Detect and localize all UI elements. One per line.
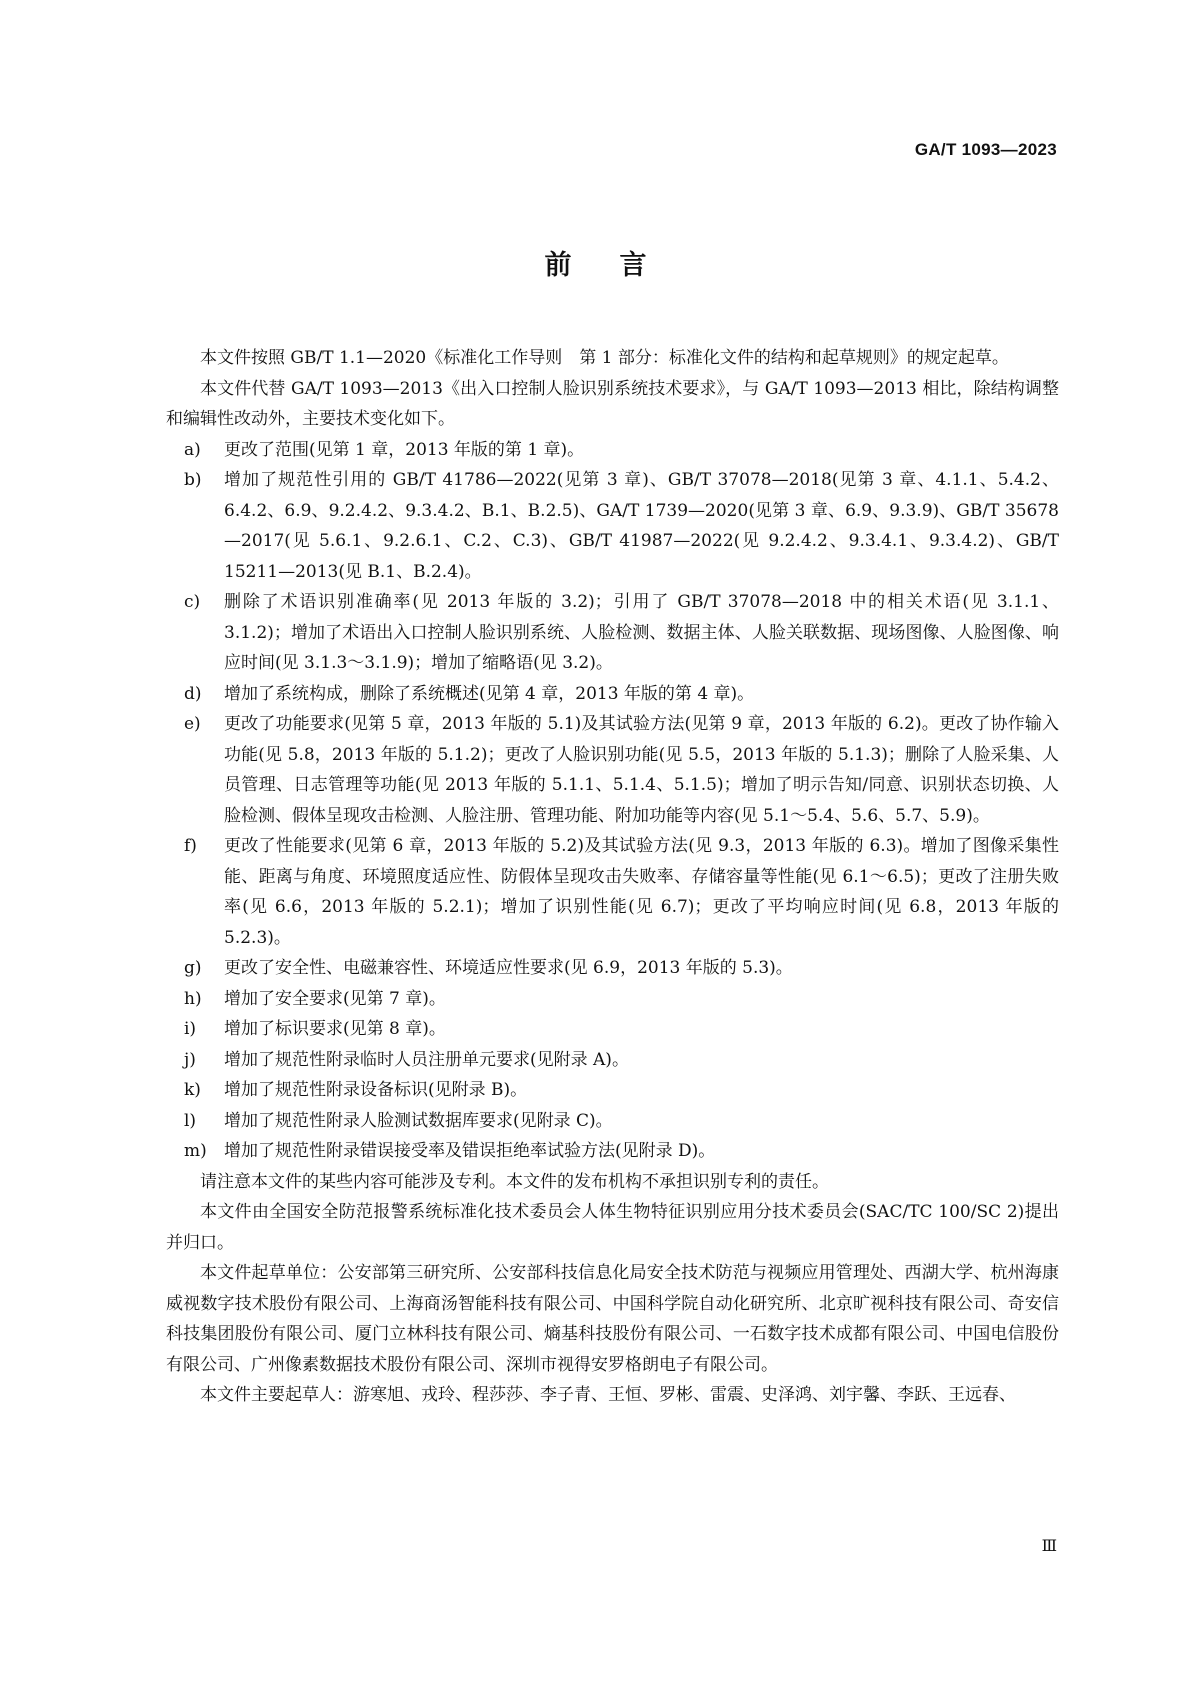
paragraph-drafters: 本文件主要起草人：游寒旭、戎玲、程莎莎、李子青、王恒、罗彬、雷震、史泽鸿、刘宇馨、李跃、王远春、 [200,1385,1016,1405]
list-marker: f) [184,836,197,856]
paragraph-replacement: 本文件代替 GA/T 1093—2013《出入口控制人脸识别系统技术要求》，与 GA/T 1093—2013 相比，除结构调整和编辑性改动外，主要技术变化如下。 [166,378,1059,429]
list-marker: h) [184,988,202,1009]
list-item [166,435,1059,466]
list-marker: a) [184,439,201,460]
paragraph-patent-notice: 请注意本文件的某些内容可能涉及专利。本文件的发布机构不承担识别专利的责任。 [200,1171,829,1192]
list-item [166,679,1059,710]
list-item [166,1045,1059,1076]
list-marker: d) [184,683,202,704]
list-item-text: 增加了规范性附录临时人员注册单元要求(见附录 A)。 [224,1049,629,1070]
list-item [166,1136,1059,1167]
list-item-text: 更改了安全性、电磁兼容性、环境适应性要求(见 6.9，2013 年版的 5.3)。 [224,958,793,978]
list-item-text: 增加了安全要求(见第 7 章)。 [224,988,446,1009]
list-marker: j) [184,1049,196,1070]
list-item [166,465,1059,587]
list-marker: k) [184,1080,201,1100]
list-item-text: 更改了性能要求(见第 6 章，2013 年版的 5.2)及其试验方法(见 9.3，2013 年版的 6.3)。增加了图像采集性能、距离与角度、环境照度适应性、防假体呈现攻击失败率、存储容量等性能(见 6.1～6.5)；更改了注册失败率(见 6.6，2013 年版的 5.2.1)；增加了识别性能(见 6.7)；更改了平均响应时间(见 6.8，2013 年版的 5.2.3)。 [224,836,1059,948]
list-item [166,587,1059,679]
list-item-text: 删除了术语识别准确率(见 2013 年版的 3.2)；引用了 GB/T 37078—2018 中的相关术语(见 3.1.1、3.1.2)；增加了术语出入口控制人脸识别系统、人脸检测、数据主体、人脸关联数据、现场图像、人脸图像、响应时间(见 3.1.3～3.1.9)；增加了缩略语(见 3.2)。 [224,592,1059,673]
technical-changes-list [166,435,1059,1167]
paragraph-drafting-units: 本文件起草单位：公安部第三研究所、公安部科技信息化局安全技术防范与视频应用管理处、西湖大学、杭州海康威视数字技术股份有限公司、上海商汤智能科技有限公司、中国科学院自动化研究所、北京旷视科技有限公司、奇安信科技集团股份有限公司、厦门立林科技有限公司、熵基科技股份有限公司、一石数字技术成都有限公司、中国电信股份有限公司、广州像素数据技术股份有限公司、深圳市视得安罗格朗电子有限公司。 [166,1263,1059,1375]
page-number: Ⅲ [1041,1536,1057,1555]
list-marker: i) [184,1019,197,1039]
list-item-text: 增加了规范性附录人脸测试数据库要求(见附录 C)。 [224,1110,613,1131]
page-title: 前言 [544,250,695,281]
list-marker: c) [184,592,201,612]
list-item [166,1075,1059,1106]
list-item-text: 增加了规范性附录设备标识(见附录 B)。 [224,1080,528,1100]
list-item [166,953,1059,984]
list-marker: b) [184,470,202,490]
paragraph-proposer: 本文件由全国安全防范报警系统标准化技术委员会人体生物特征识别应用分技术委员会(SAC/TC 100/SC 2)提出并归口。 [166,1202,1059,1253]
list-marker: l) [184,1110,197,1131]
list-item-text: 增加了规范性附录错误接受率及错误拒绝率试验方法(见附录 D)。 [224,1141,716,1161]
list-marker: m) [184,1141,207,1161]
standard-code: GA/T 1093—2023 [914,140,1057,159]
list-item [166,709,1059,831]
list-marker: g) [184,958,202,978]
list-item-text: 更改了范围(见第 1 章，2013 年版的第 1 章)。 [224,439,585,460]
list-item [166,831,1059,953]
list-item-text: 更改了功能要求(见第 5 章，2013 年版的 5.1)及其试验方法(见第 9 章，2013 年版的 6.2)。更改了协作输入功能(见 5.8，2013 年版的 5.1.2)；更改了人脸识别功能(见 5.5，2013 年版的 5.1.3)；删除了人脸采集、人员管理、日志管理等功能(见 2013 年版的 5.1.1、5.1.4、5.1.5)；增加了明示告知/同意、识别状态切换、人脸检测、假体呈现攻击检测、人脸注册、管理功能、附加功能等内容(见 5.1～5.4、5.6、5.7、5.9)。 [224,714,1059,826]
list-marker: e) [184,714,201,734]
foreword-body [166,343,1059,1411]
list-item-text: 增加了规范性引用的 GB/T 41786—2022(见第 3 章)、GB/T 37078—2018(见第 3 章、4.1.1、5.4.2、6.4.2、6.9、9.2.4.2、9.3.4.2、B.1、B.2.5)、GA/T 1739—2020(见第 3 章、6.9、9.3.9)、GB/T 35678—2017(见 5.6.1、9.2.6.1、C.2、C.3)、GB/T 41987—2022(见 9.2.4.2、9.3.4.1、9.3.4.2)、GB/T 15211—2013(见 B.1、B.2.4)。 [224,470,1059,582]
list-item [166,1106,1059,1137]
list-item-text: 增加了系统构成，删除了系统概述(见第 4 章，2013 年版的第 4 章)。 [224,683,755,704]
list-item [166,984,1059,1015]
list-item [166,1014,1059,1045]
list-item-text: 增加了标识要求(见第 8 章)。 [224,1019,446,1039]
paragraph-drafting-rule: 本文件按照 GB/T 1.1—2020《标准化工作导则 第 1 部分：标准化文件的结构和起草规则》的规定起草。 [200,348,1009,368]
